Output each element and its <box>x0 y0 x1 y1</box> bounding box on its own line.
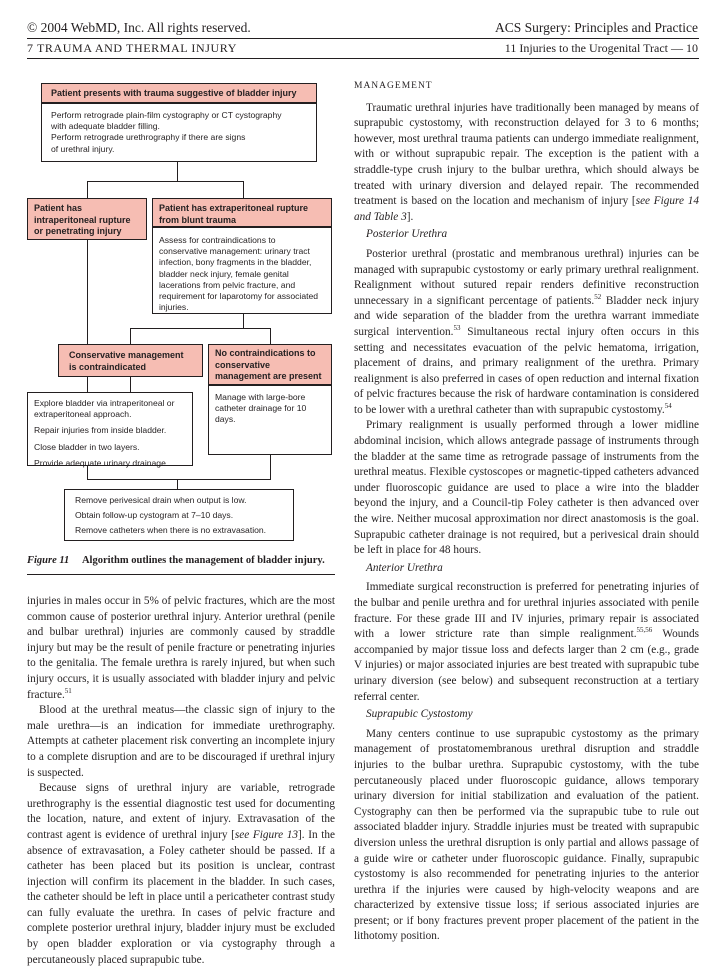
header-rule <box>27 38 699 39</box>
connector-line <box>130 328 131 344</box>
connector-line <box>243 181 244 198</box>
paragraph: Primary realignment is usually performed through a lower midline abdominal incision, which allows antegrade passage of instruments through the bladder at the same time as retrograde passage of instruments from the urethral meatus. Flexible cystoscopes or magnetic-tipped catheters advanced under fluoroscopic guidance are used to place a wire into the bladder beyond the injury, and a Council-tip Foley catheter is then advanced over the wire. Neither mucosal approximation nor direct anastomosis is the goal. Suprapubic catheter drainage is not required, but a perivesical drain should be left in place for 48 hours. <box>354 419 699 557</box>
connector-line <box>177 162 178 182</box>
initial-imaging-line: of urethral injury. <box>51 143 115 154</box>
bladder-exploration-line: Provide adequate urinary drainage. <box>34 457 169 468</box>
conservative-contraindicated-title: Conservative management is contraindicated <box>69 350 184 372</box>
bladder-exploration-line: Close bladder in two layers. <box>34 441 140 452</box>
paragraph: Blood at the urethral meatus—the classic sign of injury to the male urethra—is an indication for immediate urethrography. Attempts at catheter placement risk converting an incomplete injury to a complete disruption and are to be discouraged if urethral injury is suspected. <box>27 704 335 779</box>
conservative-contraindicated-box <box>58 344 203 377</box>
header-copyright: © 2004 WebMD, Inc. All rights reserved. <box>27 20 251 35</box>
figure-caption-text: Algorithm outlines the management of bladder injury. <box>81 555 325 566</box>
intraperitoneal-rupture-title: Patient has intraperitoneal rupture or penetrating injury <box>34 203 131 236</box>
caption-rule <box>27 574 335 575</box>
initial-imaging-line: Perform retrograde urethrography if there are signs <box>51 132 246 143</box>
follow-up-line: Remove perivesical drain when output is low. <box>75 495 247 505</box>
follow-up-line: Obtain follow-up cystogram at 7–10 days. <box>75 510 234 521</box>
left-text-column <box>27 594 335 968</box>
section-heading-management: MANAGEMENT <box>354 81 433 91</box>
header-rule-bottom <box>27 58 699 59</box>
presenting-patient-box <box>41 83 317 103</box>
connector-line <box>130 328 271 329</box>
header-chapter: 11 Injuries to the Urogenital Tract — 10 <box>504 41 698 55</box>
connector-line <box>177 479 178 489</box>
connector-line <box>87 479 271 480</box>
initial-imaging-line: Perform retrograde plain-film cystography or CT cystography <box>51 110 282 120</box>
connector-line <box>130 377 131 393</box>
paragraph: injuries in males occur in 5% of pelvic fractures, which are the most common cause of posterior urethral injury. Anterior urethral (penile and bulbar urethral) injuries are commonly caused by straddle injury but may be the result of penile fracture or penetrating injuries to the genitalia. The female urethra is rarely injured, but when such injury occurs, it is usually associated with bladder injury and pelvic fracture.$^{51}$ <box>27 595 335 701</box>
bladder-exploration-line: Repair injuries from inside bladder. <box>34 425 167 436</box>
catheter-drainage-text: Manage with large-bore catheter drainage for 10 days. <box>215 392 307 425</box>
bladder-exploration-box <box>27 392 193 466</box>
paragraph: Many centers continue to use suprapubic cystostomy as the primary management of prostatomembranous urethral disruption and straddle injuries to the bulbar urethra. Suprapubic cystostomy, with the tube percutaneously placed under fluoroscopic guidance, allows temporary urinary diversion for initial stabilization and evaluation of the patient. Cystography can then be performed via the suprapubic tube to rule out associated bladder injury. Straddle injuries must be treated with suprapubic diversion unless the urethral disruption is only partial and allows passage of a guide wire or catheter under fluoroscopic guidance. Finally, suprapubic cystostomy is also recommended for penetrating injuries to the anterior urethra if the injuries were caused by high-velocity weapons and are characterized by extensive tissue loss; if serious associated injuries are present; or if bony fractures prevent proper placement of the patient in the lithotomy position. <box>354 727 699 943</box>
no-contraindications-box <box>208 344 332 385</box>
subheading-suprapubic-cystostomy: Suprapubic Cystostomy <box>366 708 473 721</box>
figure-caption-label: Figure 11 <box>27 555 70 566</box>
connector-line <box>270 328 271 344</box>
follow-up-line: Remove catheters when there is no extravasation. <box>75 525 267 536</box>
intraperitoneal-rupture-box <box>27 198 147 240</box>
connector-line <box>87 181 244 182</box>
presenting-patient-title: Patient presents with trauma suggestive of bladder injury <box>51 88 297 98</box>
paragraph: Traumatic urethral injuries have traditionally been managed by means of suprapubic cystostomy, with reconstruction delayed for 3 to 6 months; however, most urethral trauma patients can undergo immediate realignment, with or without suprapubic repair. The exception is the patient with a straddle-type crush injury to the bulbar urethra, which should always be treated with urinary diversion and delayed repair. The recommended treatment is based on the location and mechanism of injury [see Figure 14 and Table 3]. <box>354 101 699 223</box>
header-book-title: ACS Surgery: Principles and Practice <box>495 20 698 35</box>
paragraph: Immediate surgical reconstruction is preferred for penetrating injuries of the bulbar and penile urethra and for urethral injuries associated with penile fracture. For these grade III and IV injuries, primary repair is associated with a lower stricture rate than simple realignment.$^{55,56}$ Wounds accompanied by major tissue loss and defects larger than 2 cm (e.g., grade V injuries) or major associated injuries are best treated with suprapubic tube urinary diversion (see below) and subsequent reconstruction at a tertiary referral center. <box>354 581 699 703</box>
bladder-exploration-line: Explore bladder via intraperitoneal or extraperitoneal approach. <box>34 398 175 420</box>
no-contraindications-title: No contraindications to conservative management are present <box>215 348 322 381</box>
follow-up-box <box>64 489 294 541</box>
right-text-column <box>354 79 699 945</box>
paragraph: Because signs of urethral injury are variable, retrograde urethrography is the essential diagnostic test used for documenting the location, nature, and extent of injury. Extravasation of the contrast agent is evidence of urethral injury [see Figure 13]. In the absence of extravasation, a Foley catheter should be passed. If a catheter has been placed but its position is unclear, contrast injection will confirm its placement in the bladder. In such cases, the catheter should be left in place until a pericatheter contrast study can fully evaluate the urethra. In cases of pelvic fracture and complete posterior urethral injury, bladder injury must be excluded by open bladder exploration or via cystography through a percutaneously placed suprapubic tube. <box>27 782 335 966</box>
figure-caption <box>27 555 325 566</box>
connector-line <box>87 181 88 198</box>
connector-line <box>270 455 271 479</box>
subheading-posterior-urethra: Posterior Urethra <box>366 228 448 241</box>
catheter-drainage-box <box>208 385 332 455</box>
extraperitoneal-rupture-box <box>152 198 332 227</box>
header-section: 7 TRAUMA AND THERMAL INJURY <box>27 41 237 55</box>
paragraph: Posterior urethral (prostatic and membranous urethral) injuries can be managed with suprapubic cystostomy or early primary urethral realignment. Realignment without sutured repair renders definitive reconstruction unnecessary in a significant percentage of patients.$^{52}$ Bladder neck injury and wide separation of the bladder from the urethra warrant immediate surgical intervention.$^{53}$ Simultaneous rectal injury often occurs in this setting and necessitates evacuation of the pelvic hematoma, irrigation, placement of drains, and primary realignment of the urethra. Primary realignment is also preferred in cases of open reduction and internal fixation of pelvic fractures because the risk of hardware contamination is considered to be lower with a urethral catheter than with suprapubic cystostomy.$^{54}$ <box>354 247 699 416</box>
subheading-anterior-urethra: Anterior Urethra <box>366 561 443 574</box>
extraperitoneal-rupture-title: Patient has extraperitoneal rupture from blunt trauma <box>159 203 309 225</box>
contraindications-assessment-box <box>152 227 332 314</box>
initial-imaging-box <box>41 103 317 162</box>
contraindications-assessment-text: Assess for contraindications to conservative management: urinary tract infection, bony fragments in the bladder, bladder neck injury, female genital lacerations from pelvic fracture, and requirement for laparotomy for associated injuries. <box>159 235 319 313</box>
connector-line <box>243 314 244 328</box>
initial-imaging-line: with adequate bladder filling. <box>51 121 160 132</box>
